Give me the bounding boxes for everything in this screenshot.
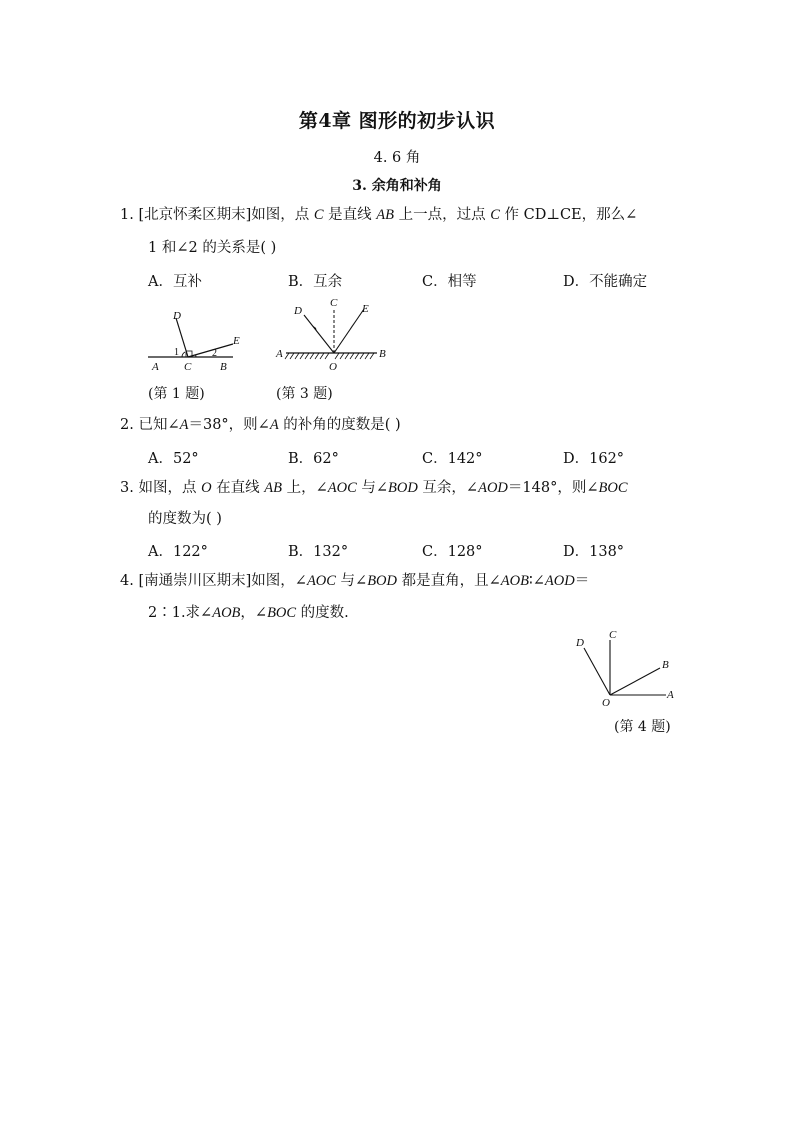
option-b: B．132° — [288, 544, 349, 560]
question-number: 4. — [120, 573, 134, 589]
fig4-label-d: D — [576, 637, 584, 649]
question-source: [南通崇川区期末] — [138, 573, 252, 589]
option-a: A．52° — [148, 451, 199, 467]
fig3-label-d: D — [294, 305, 302, 317]
figure-4-caption: (第 4 题) — [614, 719, 671, 735]
question-text: 是直线 — [323, 207, 377, 223]
question-text: 2∶1.求∠ — [148, 605, 213, 621]
math-var: AOB — [500, 573, 529, 589]
math-var: AOC — [327, 480, 357, 496]
question-text: 互余，∠ — [417, 480, 479, 496]
option-c: C．128° — [422, 544, 483, 560]
option-b: B．互余 — [288, 274, 343, 290]
math-var: A — [269, 417, 279, 433]
question-text: 在直线 — [211, 480, 265, 496]
question-text: ＝148°，则∠ — [507, 480, 599, 496]
question-number: 3. — [120, 480, 134, 496]
fig3-label-e: E — [362, 303, 369, 315]
fig1-label-2: 2 — [212, 348, 217, 359]
math-var: BOC — [598, 480, 628, 496]
question-3-line1 — [120, 478, 627, 498]
math-var: BOC — [267, 605, 297, 621]
question-text: ＝ — [574, 573, 590, 589]
fig3-label-o: O — [329, 361, 337, 373]
question-text: 如图，∠ — [251, 573, 307, 589]
option-a: A．122° — [148, 544, 208, 560]
figure-3-caption: (第 3 题) — [276, 386, 333, 402]
math-var: BOD — [367, 573, 398, 589]
math-var: AOD — [478, 480, 508, 496]
option-b: B．62° — [288, 451, 339, 467]
math-var: AOC — [306, 573, 336, 589]
fig3-label-c: C — [330, 297, 338, 309]
subsection-title: 3. 余角和补角 — [352, 178, 442, 194]
question-text: 已知∠ — [138, 417, 180, 433]
question-text: 的度数. — [296, 605, 349, 621]
question-text: 如图，点 — [138, 480, 202, 496]
option-d: D．138° — [563, 544, 625, 560]
question-1-line1 — [120, 205, 637, 225]
math-var: AB — [376, 207, 394, 223]
question-text: 的补角的度数是( ) — [278, 417, 401, 433]
question-source: [北京怀柔区期末] — [138, 207, 252, 223]
fig1-label-a: A — [152, 361, 159, 373]
figure-1 — [140, 302, 240, 374]
option-c: C．142° — [422, 451, 483, 467]
fig1-label-b: B — [220, 361, 227, 373]
option-d: D．不能确定 — [563, 274, 648, 290]
question-text: 作 CD⊥CE，那么∠ — [499, 207, 638, 223]
question-text: ，∠ — [240, 605, 268, 621]
question-3-line2: 的度数为( ) — [148, 511, 222, 527]
fig1-label-e: E — [233, 335, 240, 347]
question-number: 1. — [120, 207, 134, 223]
math-var: C — [490, 207, 500, 223]
fig4-label-b: B — [662, 659, 669, 671]
section-title: 4. 6 角 — [373, 150, 421, 166]
question-number: 2. — [120, 417, 134, 433]
question-text: 如图，点 — [251, 207, 314, 223]
math-var: AOD — [544, 573, 575, 589]
fig4-label-c: C — [609, 629, 617, 641]
fig1-label-d: D — [173, 310, 181, 322]
question-4-line2 — [148, 603, 349, 623]
figure-1-caption: (第 1 题) — [148, 386, 205, 402]
question-1-line2: 1 和∠2 的关系是( ) — [148, 240, 277, 256]
question-text: ＝38°，则∠ — [188, 417, 270, 433]
fig3-label-a: A — [276, 348, 283, 360]
option-c: C．相等 — [422, 274, 477, 290]
math-var: AOB — [212, 605, 241, 621]
math-var: AB — [264, 480, 282, 496]
question-text: 上一点，过点 — [394, 207, 491, 223]
fig3-label-b: B — [379, 348, 386, 360]
math-var: C — [313, 207, 324, 223]
fig1-label-1: 1 — [174, 347, 179, 358]
math-var: BOD — [388, 480, 418, 496]
question-text: 与∠ — [335, 573, 368, 589]
fig4-label-a: A — [667, 689, 674, 701]
question-4-line1 — [120, 571, 589, 591]
fig1-label-c: C — [184, 361, 192, 373]
question-text: 上，∠ — [281, 480, 328, 496]
figure-4 — [570, 626, 680, 708]
question-text: 与∠ — [356, 480, 389, 496]
option-d: D．162° — [563, 451, 625, 467]
option-a: A．互补 — [148, 274, 202, 290]
question-text: 都是直角，且∠ — [397, 573, 501, 589]
question-2-line1 — [120, 415, 401, 435]
math-var: A — [179, 417, 189, 433]
figure-3 — [272, 295, 397, 375]
chapter-title: 第4章 图形的初步认识 — [298, 110, 496, 132]
fig4-label-o: O — [602, 697, 610, 708]
math-var: O — [201, 480, 212, 496]
question-text: ∶∠ — [528, 573, 545, 589]
